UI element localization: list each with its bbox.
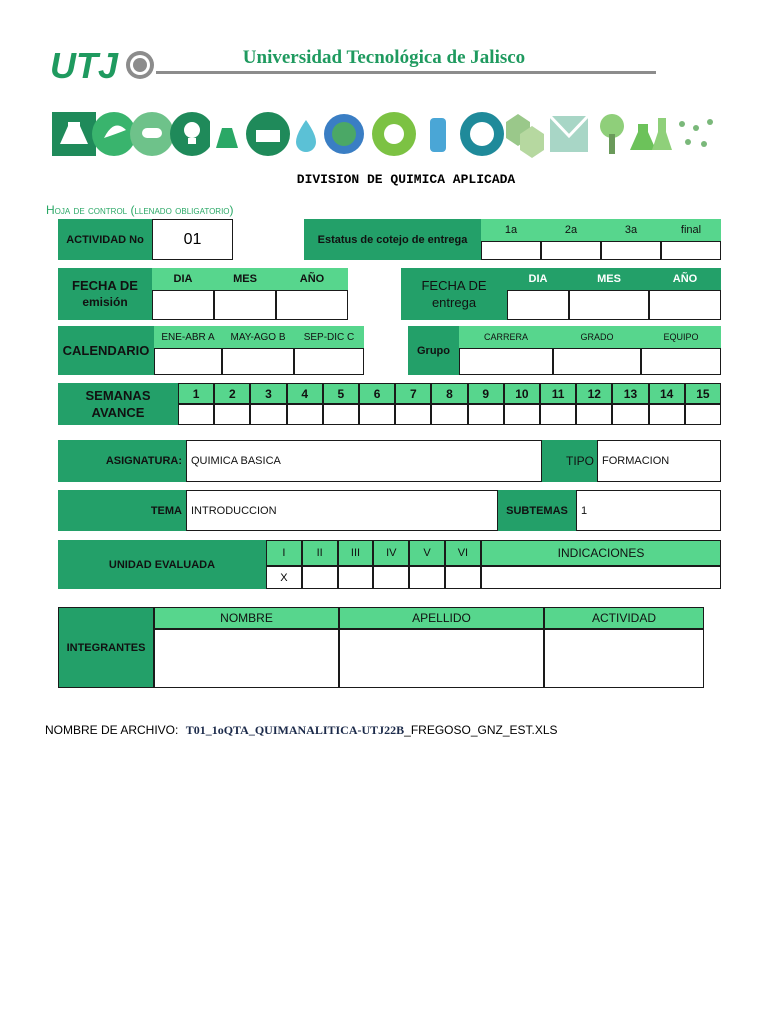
university-logo: [48, 44, 158, 84]
molecules-icon: [679, 119, 713, 147]
unidad-cell-v[interactable]: [409, 566, 445, 589]
chemistry-glass-icon: [630, 118, 672, 150]
grupo-equipo-cell[interactable]: [641, 348, 721, 375]
estatus-2a-cell[interactable]: [541, 241, 601, 260]
envelope-icon: [550, 116, 588, 152]
semana-cell-4[interactable]: [287, 404, 323, 425]
integrantes-nombre-cell[interactable]: [154, 629, 339, 688]
semana-col-9: 9: [468, 383, 504, 404]
actividad-label: ACTIVIDAD No: [58, 219, 152, 260]
calendario-col-b: MAY-AGO B: [222, 326, 294, 348]
semana-col-8: 8: [431, 383, 467, 404]
emision-mes-cell[interactable]: [214, 290, 276, 320]
entrega-col-mes: MES: [569, 268, 649, 290]
semana-cell-14[interactable]: [649, 404, 685, 425]
integrantes-col-nombre: NOMBRE: [154, 607, 339, 629]
entrega-col-dia: DIA: [507, 268, 569, 290]
integrantes-col-actividad: ACTIVIDAD: [544, 607, 704, 629]
calendario-c-cell[interactable]: [294, 348, 364, 375]
recycle-globe-icon: [324, 114, 364, 154]
semana-cell-13[interactable]: [612, 404, 648, 425]
grupo-carrera-cell[interactable]: [459, 348, 553, 375]
semanas-line1: SEMANAS: [85, 388, 151, 403]
entrega-mes-cell[interactable]: [569, 290, 649, 320]
estatus-3a-cell[interactable]: [601, 241, 661, 260]
water-drop-icon: [296, 120, 316, 152]
fecha-entrega-label: [401, 268, 507, 320]
asignatura-label: ASIGNATURA:: [58, 440, 186, 482]
tipo-label: TIPO: [542, 440, 597, 482]
indicaciones-header: INDICACIONES: [481, 540, 721, 566]
semana-col-10: 10: [504, 383, 540, 404]
unidad-col-iii: III: [338, 540, 374, 566]
emision-anio-cell[interactable]: [276, 290, 348, 320]
semana-col-2: 2: [214, 383, 250, 404]
entrega-anio-cell[interactable]: [649, 290, 721, 320]
leaf-icon: [92, 112, 136, 156]
estatus-col-1a: 1a: [481, 219, 541, 241]
unidad-col-iv: IV: [373, 540, 409, 566]
semana-cell-11[interactable]: [540, 404, 576, 425]
grupo-col-grado: GRADO: [553, 326, 641, 348]
unidad-col-ii: II: [302, 540, 338, 566]
semana-col-12: 12: [576, 383, 612, 404]
tipo-value[interactable]: FORMACION: [597, 440, 721, 482]
fecha-emision-line2: emisión: [82, 295, 128, 309]
archivo-bold: T01_1oQTA_QUIMANALITICA-UTJ22B: [185, 723, 405, 737]
flask-icon: [52, 112, 96, 156]
estatus-col-3a: 3a: [601, 219, 661, 241]
hexagon-icon: [506, 114, 544, 158]
semana-col-5: 5: [323, 383, 359, 404]
page-title: DIVISION DE QUIMICA APLICADA: [296, 172, 516, 187]
icon-banner: [50, 108, 720, 160]
globe-leaf-icon: [460, 112, 504, 156]
gear-leaf-icon: [372, 112, 416, 156]
semana-cell-3[interactable]: [250, 404, 286, 425]
integrantes-actividad-cell[interactable]: [544, 629, 704, 688]
entrega-col-anio: AÑO: [649, 268, 721, 290]
semana-cell-15[interactable]: [685, 404, 721, 425]
semana-cell-12[interactable]: [576, 404, 612, 425]
semana-col-7: 7: [395, 383, 431, 404]
lightbulb-icon: [170, 112, 214, 156]
archivo-line: [45, 723, 558, 738]
fecha-entrega-line2: entrega: [431, 295, 477, 310]
integrantes-col-apellido: APELLIDO: [339, 607, 544, 629]
semana-col-6: 6: [359, 383, 395, 404]
grupo-grado-cell[interactable]: [553, 348, 641, 375]
integrantes-apellido-cell[interactable]: [339, 629, 544, 688]
entrega-dia-cell[interactable]: [507, 290, 569, 320]
unidad-label: UNIDAD EVALUADA: [58, 540, 266, 589]
semana-col-11: 11: [540, 383, 576, 404]
archivo-label: NOMBRE DE ARCHIVO:: [45, 723, 179, 737]
factory-icon: [246, 112, 290, 156]
asignatura-value[interactable]: QUIMICA BASICA: [186, 440, 542, 482]
integrantes-label: INTEGRANTES: [58, 607, 154, 688]
calendario-col-c: SEP-DIC C: [294, 326, 364, 348]
semana-cell-1[interactable]: [178, 404, 214, 425]
pills-icon: [130, 112, 174, 156]
plant-flask-icon: [210, 112, 246, 156]
subtitle: Hoja de control (llenado obligatorio): [46, 203, 234, 217]
estatus-1a-cell[interactable]: [481, 241, 541, 260]
header-divider: [156, 71, 656, 74]
tema-label: TEMA: [58, 490, 186, 531]
archivo-rest: _FREGOSO_GNZ_EST.XLS: [404, 723, 558, 737]
fecha-emision-label: [58, 268, 152, 320]
semana-col-14: 14: [649, 383, 685, 404]
unidad-cell-ii[interactable]: [302, 566, 338, 589]
estatus-final-cell[interactable]: [661, 241, 721, 260]
fecha-entrega-line1: FECHA DE: [421, 278, 487, 293]
bottle-icon: [430, 118, 446, 152]
semanas-label: [58, 383, 178, 425]
calendario-a-cell[interactable]: [154, 348, 222, 375]
indicaciones-cell[interactable]: [481, 566, 721, 589]
estatus-col-final: final: [661, 219, 721, 241]
semana-cell-9[interactable]: [468, 404, 504, 425]
unidad-cell-iv[interactable]: [373, 566, 409, 589]
fecha-emision-line1: FECHA DE: [72, 278, 138, 293]
emision-col-anio: AÑO: [276, 268, 348, 290]
semana-cell-7[interactable]: [395, 404, 431, 425]
semana-col-3: 3: [250, 383, 286, 404]
emision-col-dia: DIA: [152, 268, 214, 290]
semana-cell-10[interactable]: [504, 404, 540, 425]
grupo-label: Grupo: [408, 326, 459, 375]
semana-cell-5[interactable]: [323, 404, 359, 425]
unidad-cell-i[interactable]: X: [266, 566, 302, 589]
university-name: Universidad Tecnológica de Jalisco: [242, 47, 526, 68]
actividad-number: 01: [183, 230, 202, 248]
semana-col-13: 13: [612, 383, 648, 404]
unidad-cell-iii[interactable]: [338, 566, 374, 589]
grupo-col-carrera: CARRERA: [459, 326, 553, 348]
semana-col-15: 15: [685, 383, 721, 404]
unidad-col-i: I: [266, 540, 302, 566]
actividad-value[interactable]: [152, 219, 233, 260]
tema-value[interactable]: INTRODUCCION: [186, 490, 498, 531]
unidad-col-v: V: [409, 540, 445, 566]
logo-text: UTJ: [50, 45, 119, 84]
unidad-col-vi: VI: [445, 540, 481, 566]
semana-cell-6[interactable]: [359, 404, 395, 425]
unidad-cell-vi[interactable]: [445, 566, 481, 589]
emision-dia-cell[interactable]: [152, 290, 214, 320]
semana-col-4: 4: [287, 383, 323, 404]
semanas-line2: AVANCE: [91, 405, 145, 420]
subtemas-value[interactable]: 1: [576, 490, 721, 531]
estatus-col-2a: 2a: [541, 219, 601, 241]
calendario-col-a: ENE-ABR A: [154, 326, 222, 348]
estatus-label: Estatus de cotejo de entrega: [304, 219, 481, 260]
calendario-label: CALENDARIO: [58, 326, 154, 375]
semana-cell-2[interactable]: [214, 404, 250, 425]
grupo-col-equipo: EQUIPO: [641, 326, 721, 348]
emision-col-mes: MES: [214, 268, 276, 290]
semana-col-1: 1: [178, 383, 214, 404]
semana-cell-8[interactable]: [431, 404, 467, 425]
tree-icon: [600, 114, 624, 154]
calendario-b-cell[interactable]: [222, 348, 294, 375]
subtemas-label: SUBTEMAS: [498, 490, 576, 531]
